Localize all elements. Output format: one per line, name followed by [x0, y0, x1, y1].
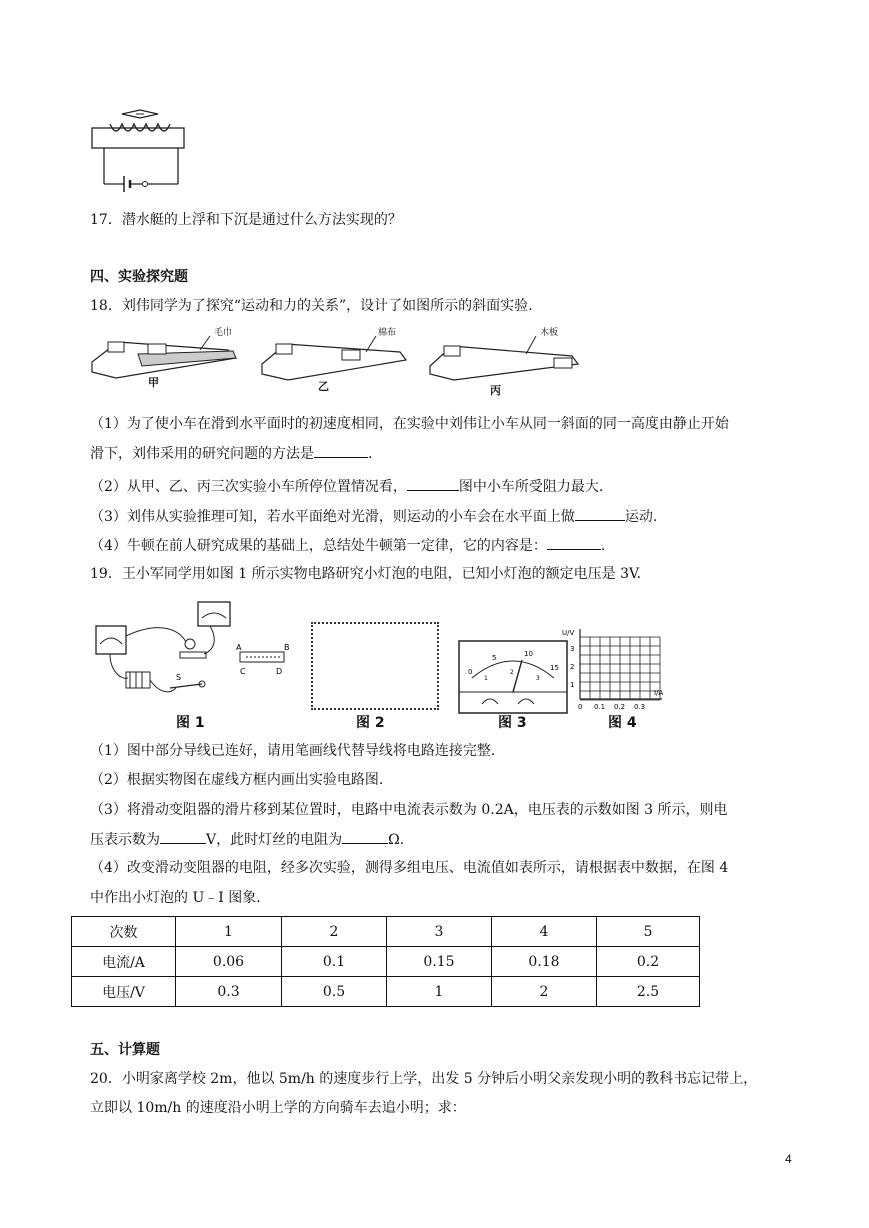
- table-cell: 0.15: [387, 947, 492, 977]
- fig1-letter-S: S: [176, 673, 182, 682]
- label-jia: 甲: [148, 376, 159, 389]
- fig3-tick-3: 3: [536, 675, 540, 682]
- table-cell: 1: [176, 917, 282, 947]
- table-cell: 2.5: [597, 977, 700, 1007]
- fig1-letter-D: D: [276, 667, 283, 676]
- table-row: [72, 977, 700, 1007]
- table-cell: 5: [597, 917, 700, 947]
- table-cell: 0.06: [176, 947, 282, 977]
- fig4-xtick: 0.2: [614, 703, 626, 711]
- section-5-heading: 五、计算题: [90, 1042, 160, 1058]
- q19-part3-a: （3）将滑动变阻器的滑片移到某位置时，电路中电流表示数为 0.2A，电压表的示数如图 3 所示，则电: [90, 802, 728, 818]
- table-row-header: 电压/V: [72, 977, 176, 1007]
- table-cell: 4: [492, 917, 597, 947]
- label-cotton: 棉布: [378, 328, 397, 338]
- fig3-tick-0: 0: [468, 668, 473, 676]
- table-row-header: 电流/A: [72, 947, 176, 977]
- fig4-ytick: 3: [570, 645, 575, 653]
- fig4-x-axis-label: I/A: [654, 689, 664, 697]
- table-cell: 2: [492, 977, 597, 1007]
- table-cell: 1: [387, 977, 492, 1007]
- table-cell: 0.18: [492, 947, 597, 977]
- table-row: [72, 917, 700, 947]
- answer-blank: [407, 476, 459, 491]
- table-cell: 0.1: [282, 947, 387, 977]
- solenoid-figure: [88, 100, 198, 195]
- table-row-header: 次数: [72, 917, 176, 947]
- table-cell: 0.3: [176, 977, 282, 1007]
- answer-blank: [547, 535, 601, 550]
- figure-4-label: 图 4: [608, 715, 637, 731]
- q19-part3-b: 压表示数为 V，此时灯丝的电阻为 Ω.: [90, 829, 404, 850]
- fig3-tick-5: 5: [492, 654, 497, 662]
- answer-blank: [314, 443, 368, 458]
- data-table: [71, 916, 700, 1007]
- fig1-letter-A: A: [236, 643, 242, 652]
- q18-part2: （2）从甲、乙、丙三次实验小车所停位置情况看， 图中小车所受阻力最大.: [90, 476, 603, 497]
- fig4-xtick: 0.1: [594, 703, 606, 711]
- label-bing: 丙: [490, 384, 501, 397]
- figure-4-grid: [562, 625, 674, 715]
- table-cell: 3: [387, 917, 492, 947]
- fig4-ytick: 1: [570, 681, 575, 689]
- fig4-xtick: 0: [578, 703, 583, 711]
- q18-part4: （4）牛顿在前人研究成果的基础上，总结处牛顿第一定律，它的内容是： .: [90, 535, 605, 556]
- table-cell: 0.2: [597, 947, 700, 977]
- question-19-stem: 19．王小军同学用如图 1 所示实物电路研究小灯泡的电阻，已知小灯泡的额定电压是 3V.: [90, 566, 642, 582]
- answer-blank: [160, 829, 206, 844]
- table-row: [72, 947, 700, 977]
- incline-experiment-figure: [88, 322, 598, 400]
- figure-2-dashed-box: [311, 622, 439, 710]
- fig3-tick-2: 2: [510, 669, 514, 676]
- q19-part4-b: 中作出小灯泡的 U﹣I 图象.: [90, 890, 261, 906]
- q18-part1-b: 滑下，刘伟采用的研究问题的方法是 .: [90, 443, 372, 464]
- fig3-tick-1: 1: [484, 675, 488, 682]
- figure-3-label: 图 3: [498, 715, 527, 731]
- fig1-letter-C: C: [240, 667, 246, 676]
- figure-3-voltmeter: [458, 640, 568, 714]
- fig4-xtick: 0.3: [634, 703, 646, 711]
- label-board: 木板: [540, 328, 559, 338]
- page-number: 4: [785, 1152, 792, 1166]
- fig4-y-axis-label: U/V: [562, 629, 575, 637]
- question-20-a: 20．小明家离学校 2m，他以 5m/h 的速度步行上学，出发 5 分钟后小明父亲发现小明的教科书忘记带上，: [90, 1071, 758, 1087]
- figure-1-label: 图 1: [176, 715, 205, 731]
- figure-1-circuit: [90, 600, 300, 710]
- table-cell: 0.5: [282, 977, 387, 1007]
- fig4-ytick: 2: [570, 663, 575, 671]
- answer-blank: [575, 506, 625, 521]
- label-yi: 乙: [318, 380, 329, 393]
- fig3-tick-10: 10: [524, 650, 533, 658]
- answer-blank: [342, 829, 388, 844]
- q19-part1: （1）图中部分导线已连好，请用笔画线代替导线将电路连接完整.: [90, 743, 496, 759]
- q19-part2: （2）根据实物图在虚线方框内画出实验电路图.: [90, 772, 384, 788]
- section-4-heading: 四、实验探究题: [90, 269, 188, 285]
- table-cell: 2: [282, 917, 387, 947]
- question-17: 17．潜水艇的上浮和下沉是通过什么方法实现的？: [90, 212, 402, 228]
- figure-2-label: 图 2: [356, 715, 385, 731]
- fig3-tick-15: 15: [550, 664, 559, 672]
- q18-part3: （3）刘伟从实验推理可知，若水平面绝对光滑，则运动的小车会在水平面上做 运动.: [90, 506, 657, 527]
- question-18-stem: 18．刘伟同学为了探究“运动和力的关系”，设计了如图所示的斜面实验.: [90, 298, 533, 314]
- fig1-letter-B: B: [284, 643, 290, 652]
- q18-part1-a: （1）为了使小车在滑到水平面时的初速度相同，在实验中刘伟让小车从同一斜面的同一高度由静止开始: [90, 416, 729, 432]
- label-towel: 毛巾: [214, 328, 233, 338]
- q19-part4-a: （4）改变滑动变阻器的电阻，经多次实验，测得多组电压、电流值如表所示，请根据表中数据，在图 4: [90, 860, 729, 876]
- question-20-b: 立即以 10m/h 的速度沿小明上学的方向骑车去追小明；求：: [90, 1100, 466, 1116]
